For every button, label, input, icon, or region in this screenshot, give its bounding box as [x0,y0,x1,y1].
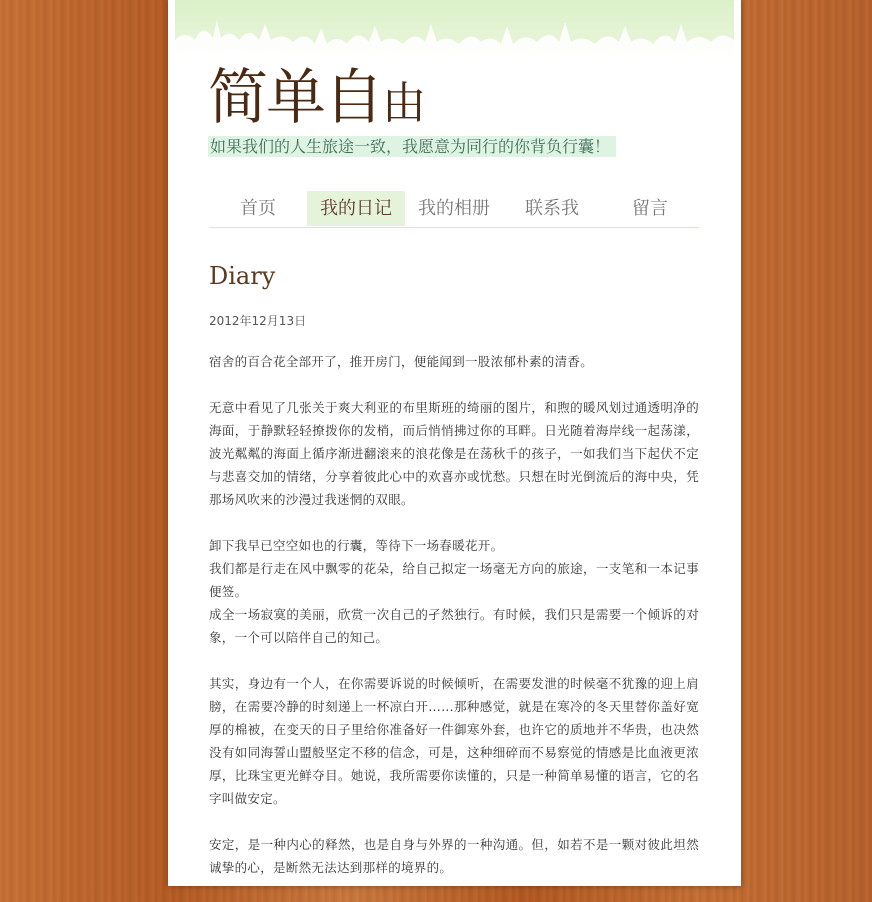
nav-item-home[interactable]: 首页 [240,198,276,219]
post-paragraph [209,672,699,810]
post-paragraph [209,396,699,511]
post-line: 其实，身边有一个人，在你需要诉说的时候倾听，在需要发泄的时候毫不犹豫的迎上肩膀，在需要冷静的时刻递上一杯凉白开……那种感觉，就是在寒冷的冬天里替你盖好宽厚的棉被，在变天的日子里给你准备好一件御寒外套，也许它的质地并不华贵，也决然没有如同海誓山盟般坚定不移的信念，可是，这种细碎而不易察觉的情感是比血液更浓厚，比珠宝更光鲜夺目。她说，我所需要你读懂的，只是一种简单易懂的语言，它的名字叫做安定。 [209,676,699,806]
site-title-part1: 简单 [208,63,324,133]
post-paragraph [209,534,699,649]
post-paragraph [209,833,699,879]
post-body [209,350,699,902]
post-paragraph [209,350,699,373]
post-line: 宿舍的百合花全部开了，推开房门，便能闻到一股浓郁朴素的清香。 [209,354,594,369]
page-column [168,0,741,886]
post-line: 安定，是一种内心的释然，也是自身与外界的一种沟通。但，如若不是一颗对彼此坦然诚挚的心，是断然无法达到那样的境界的。 [209,837,699,875]
site-tagline: 如果我们的人生旅途一致，我愿意为同行的你背负行囊！ [208,136,616,157]
post-title: Diary [209,262,276,290]
post-line: 无意中看见了几张关于爽大利亚的布里斯班的绮丽的图片，和煦的暖风划过通透明净的海面，于静默轻轻撩拨你的发梢，而后悄悄拂过你的耳畔。日光随着海岸线一起荡漾，波光粼粼的海面上循序渐进翻滚来的浪花像是在荡秋千的孩子，一如我们当下起伏不定与悲喜交加的情绪，分享着彼此心中的欢喜亦或忧愁。只想在时光倒流后的海中央，凭那场风吹来的沙漫过我迷惘的双眼。 [209,400,699,507]
main-nav [209,191,699,228]
nav-item-contact[interactable]: 联系我 [525,198,579,219]
post-date: 2012年12月13日 [209,314,307,328]
site-title-part3: 由 [382,78,424,129]
post-line: 我们都是行走在风中飘零的花朵，给自己拟定一场毫无方向的旅途，一支笔和一本记事便签。 [209,561,699,599]
post-line: 成全一场寂寞的美丽，欣赏一次自己的孑然独行。有时候，我们只是需要一个倾诉的对象，一个可以陪伴自己的知己。 [209,607,699,645]
post-line: 卸下我早已空空如也的行囊，等待下一场春暖花开。 [209,538,504,553]
nav-item-guestbook[interactable]: 留言 [632,198,668,219]
site-title-part2: 自 [324,63,382,133]
site-title[interactable] [208,62,424,140]
nav-item-diary[interactable]: 我的日记 [307,191,405,226]
nav-item-album[interactable]: 我的相册 [418,198,490,219]
